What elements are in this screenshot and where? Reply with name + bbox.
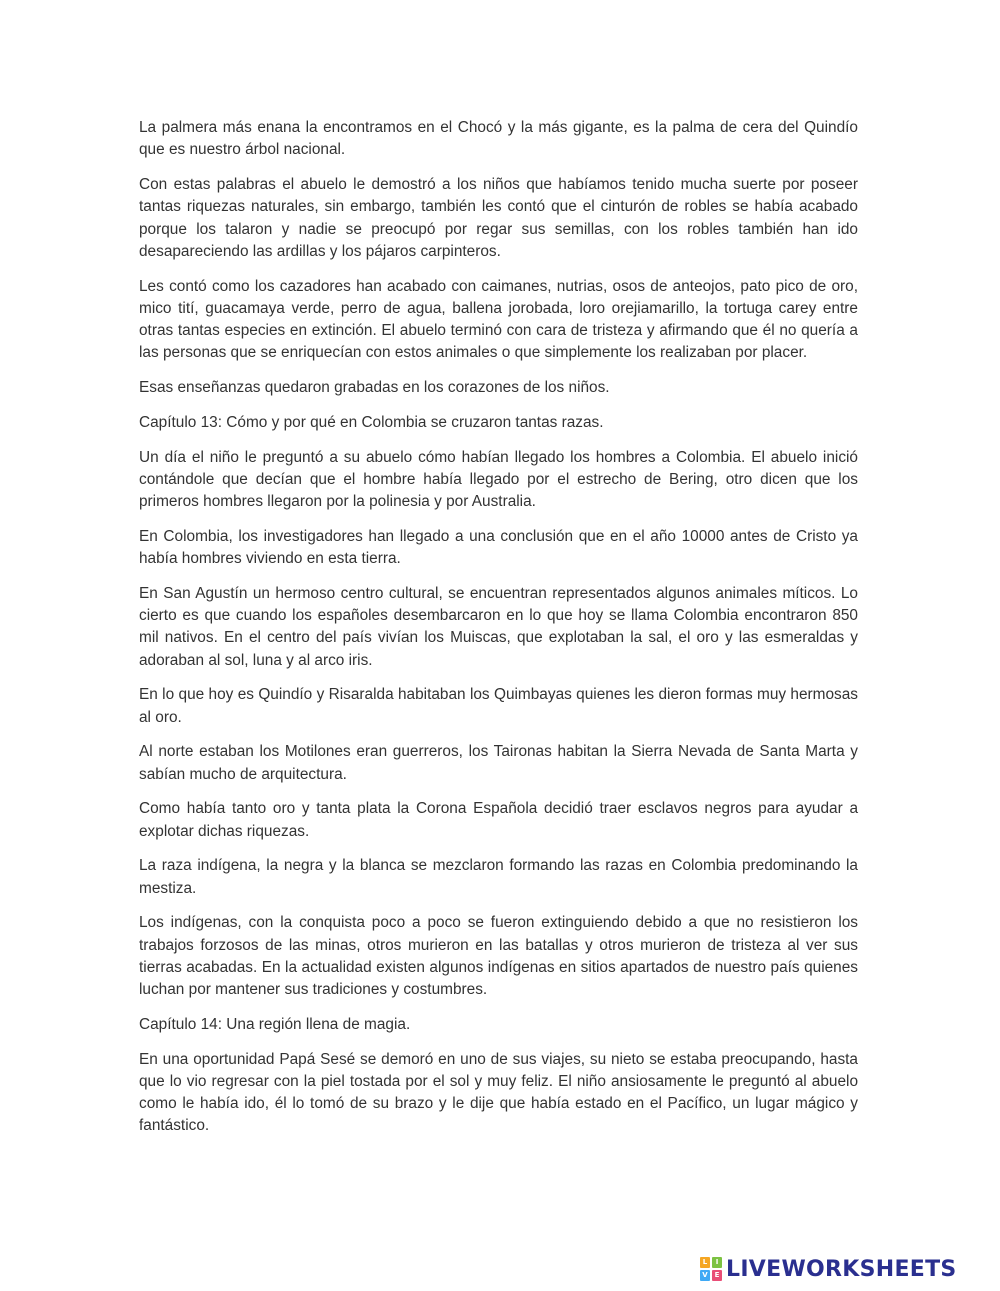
paragraph: Al norte estaban los Motilones eran guerreros, los Taironas habitan la Sierra Nevada de Santa Marta y sabían mucho de arquitectura. (139, 743, 858, 783)
paragraph: Como había tanto oro y tanta plata la Corona Española decidió traer esclavos negros para ayudar a explotar dichas riquezas. (139, 800, 858, 840)
logo-text: LIVEWORKSHEETS (726, 1256, 957, 1282)
paragraph: Con estas palabras el abuelo le demostró a los niños que habíamos tenido mucha suerte por poseer tantas riquezas naturales, sin embargo, también les contó que el cinturón de robles se había acabado porque los talaron y nadie se preocupó por regar sus semillas, con los robles también han ido desapareciendo las ardillas y los pájaros carpinteros. (139, 175, 858, 260)
document-page (139, 117, 858, 1150)
paragraph: En Colombia, los investigadores han llegado a una conclusión que en el año 10000 antes de Cristo ya había hombres viviendo en esta tierra. (139, 527, 858, 568)
paragraph: En lo que hoy es Quindío y Risaralda habitaban los Quimbayas quienes les dieron formas muy hermosas al oro. (139, 686, 858, 726)
logo-block: I (712, 1257, 722, 1268)
logo-blocks-icon (700, 1257, 722, 1281)
paragraph: La raza indígena, la negra y la blanca se mezclaron formando las razas en Colombia predominando la mestiza. (139, 857, 858, 897)
chapter-heading: Capítulo 13: Cómo y por qué en Colombia se cruzaron tantas razas. (139, 413, 604, 431)
paragraph: En San Agustín un hermoso centro cultural, se encuentran representados algunos animales míticos. Lo cierto es que cuando los españoles desembarcaron en lo que hoy se llama Colombia encontraron 850 mil nativos. En el centro del país vivían los Muiscas, que explotaban la sal, el oro y las esmeraldas y adoraban al sol, luna y al arco iris. (139, 584, 858, 669)
paragraph: Un día el niño le preguntó a su abuelo cómo habían llegado los hombres a Colombia. El abuelo inició contándole que decían que el hombre había llegado por el estrecho de Bering, otro dicen que los primeros hombres llegaron por la polinesia y por Australia. (139, 448, 858, 511)
chapter-heading: Capítulo 14: Una región llena de magia. (139, 1015, 411, 1033)
paragraph: La palmera más enana la encontramos en el Chocó y la más gigante, es la palma de cera del Quindío que es nuestro árbol nacional. (139, 119, 858, 159)
logo-block: V (700, 1270, 710, 1281)
logo-block: L (700, 1257, 710, 1268)
paragraph: Los indígenas, con la conquista poco a poco se fueron extinguiendo debido a que no resistieron los trabajos forzosos de las minas, otros murieron en las batallas y otros murieron de tristeza al ver sus tierras acabadas. En la actualidad existen algunos indígenas en sitios apartados de nuestro país quienes luchan por mantener sus tradiciones y costumbres. (139, 914, 858, 999)
paragraph: Les contó como los cazadores han acabado con caimanes, nutrias, osos de anteojos, pato pico de oro, mico tití, guacamaya verde, perro de agua, ballena jorobada, loro orejiamarillo, la tortuga carey entre otras tantas especies en extinción. El abuelo terminó con cara de tristeza y afirmando que él no quería a las personas que se enriquecían con estos animales o que simplemente los realizaban por placer. (139, 277, 858, 362)
paragraph: En una oportunidad Papá Sesé se demoró en uno de sus viajes, su nieto se estaba preocupando, hasta que lo vio regresar con la piel tostada por el sol y muy feliz. El niño ansiosamente le preguntó al abuelo como le había ido, él lo tomó de su brazo y le dije que había estado en el Pacífico, un lugar mágico y fantástico. (139, 1050, 858, 1135)
paragraph: Esas enseñanzas quedaron grabadas en los corazones de los niños. (139, 379, 610, 397)
liveworksheets-logo (700, 1256, 957, 1282)
logo-block: E (712, 1270, 722, 1281)
